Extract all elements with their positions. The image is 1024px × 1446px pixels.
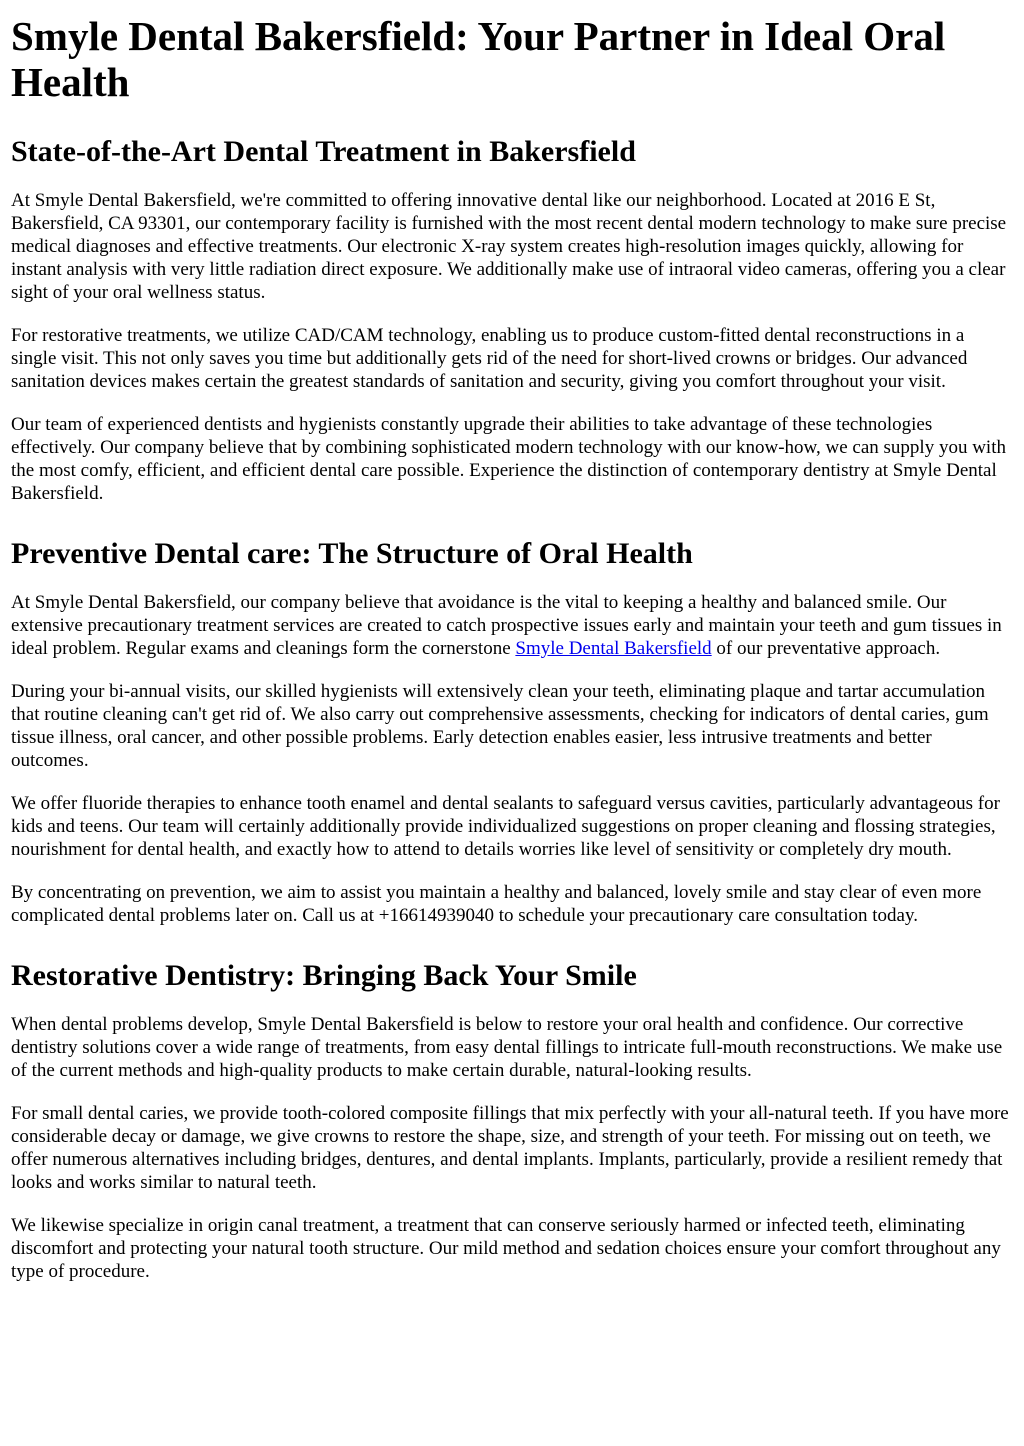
section-heading-preventive: Preventive Dental care: The Structure of Oral Health <box>11 537 693 570</box>
paragraph-text: At Smyle Dental Bakersfield, our company believe that avoidance is the vital to keeping a healthy and balanced smile. Our extensive precautionary treatment services are created to catch prospective issues early and maintain your teeth and gum tissues in ideal problem. Regular exams and cleanings form the cornerstone <box>11 592 1002 659</box>
paragraph-with-link <box>11 591 1013 660</box>
section-heading-technology: State-of-the-Art Dental Treatment in Bakersfield <box>11 135 636 168</box>
paragraph: During your bi-annual visits, our skilled hygienists will extensively clean your teeth, eliminating plaque and tartar accumulation that routine cleaning can't get rid of. We also carry out comprehensive assessments, checking for indicators of dental caries, gum tissue illness, oral cancer, and other possible problems. Early detection enables easier, less intrusive treatments and better outcomes. <box>11 681 989 771</box>
page-title: Smyle Dental Bakersfield: Your Partner in Ideal Oral Health <box>11 13 946 105</box>
smyle-dental-link[interactable]: Smyle Dental Bakersfield <box>515 638 712 659</box>
paragraph: At Smyle Dental Bakersfield, we're committed to offering innovative dental like our neighborhood. Located at 2016 E St, Bakersfield, CA 93301, our contemporary facility is furnished with the most recent dental modern technology to make sure precise medical diagnoses and effective treatments. Our electronic X-ray system creates high-resolution images quickly, allowing for instant analysis with very little radiation direct exposure. We additionally make use of intraoral video cameras, offering you a clear sight of your oral wellness status. <box>11 190 1007 303</box>
paragraph-text: of our preventative approach. <box>711 638 941 659</box>
paragraph: For restorative treatments, we utilize CAD/CAM technology, enabling us to produce custom-fitted dental reconstructions in a single visit. This not only saves you time but additionally gets rid of the need for short-lived crowns or bridges. Our advanced sanitation devices makes certain the greatest standards of sanitation and security, giving you comfort throughout your visit. <box>11 325 968 392</box>
paragraph: Our team of experienced dentists and hygienists constantly upgrade their abilities to take advantage of these technologies effectively. Our company believe that by combining sophisticated modern technology with our know-how, we can supply you with the most comfy, efficient, and efficient dental care possible. Experience the distinction of contemporary dentistry at Smyle Dental Bakersfield. <box>11 414 1006 504</box>
section-heading-restorative: Restorative Dentistry: Bringing Back Your Smile <box>11 959 637 992</box>
paragraph: For small dental caries, we provide tooth-colored composite fillings that mix perfectly with your all-natural teeth. If you have more considerable decay or damage, we give crowns to restore the shape, size, and strength of your teeth. For missing out on teeth, we offer numerous alternatives including bridges, dentures, and dental implants. Implants, particularly, provide a resilient remedy that looks and works similar to natural teeth. <box>11 1103 1009 1193</box>
paragraph: When dental problems develop, Smyle Dental Bakersfield is below to restore your oral health and confidence. Our corrective dentistry solutions cover a wide range of treatments, from easy dental fillings to intricate full-mouth reconstructions. We make use of the current methods and high-quality products to make certain durable, natural-looking results. <box>11 1014 1003 1081</box>
paragraph: We offer fluoride therapies to enhance tooth enamel and dental sealants to safeguard versus cavities, particularly advantageous for kids and teens. Our team will certainly additionally provide individualized suggestions on proper cleaning and flossing strategies, nourishment for dental health, and exactly how to attend to details worries like level of sensitivity or completely dry mouth. <box>11 793 1000 860</box>
paragraph: We likewise specialize in origin canal treatment, a treatment that can conserve seriously harmed or infected teeth, eliminating discomfort and protecting your natural tooth structure. Our mild method and sedation choices ensure your comfort throughout any type of procedure. <box>11 1215 1001 1282</box>
paragraph: By concentrating on prevention, we aim to assist you maintain a healthy and balanced, lovely smile and stay clear of even more complicated dental problems later on. Call us at +16614939040 to schedule your precautionary care consultation today. <box>11 882 982 926</box>
